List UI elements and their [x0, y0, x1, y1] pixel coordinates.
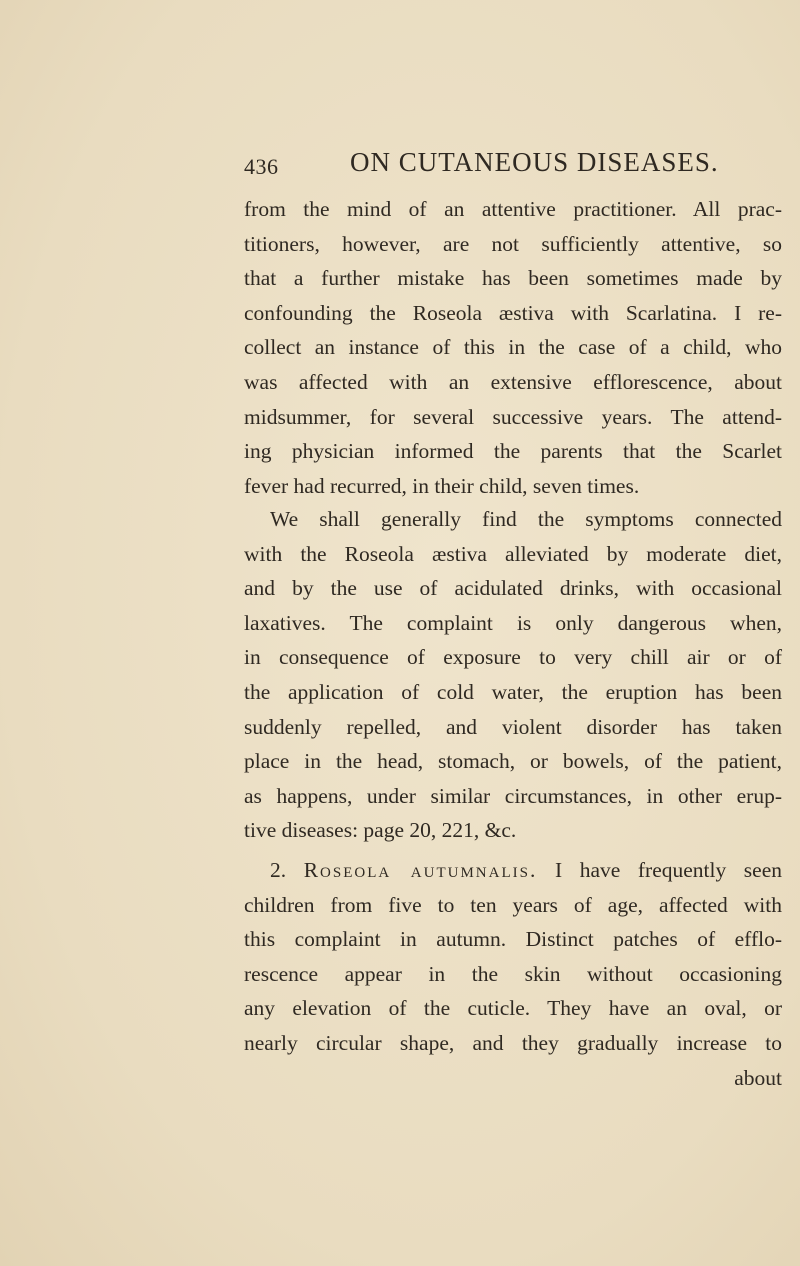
text-line: rescence appear in the skin without occasioning — [244, 961, 782, 986]
running-head: ON CUTANEOUS DISEASES. — [350, 147, 719, 177]
text-line: We shall generally find the symptoms connected — [270, 507, 782, 531]
text-line: with the Roseola æstiva alleviated by moderate diet, — [244, 541, 782, 566]
page-header — [244, 147, 764, 181]
text-line: children from five to ten years of age, affected with — [244, 892, 782, 917]
text-line: midsummer, for several successive years. The attend- — [244, 404, 782, 429]
text-line: that a further mistake has been sometimes made by — [244, 266, 782, 291]
text-line: and by the use of acidulated drinks, with occasional — [244, 576, 782, 601]
text-line: nearly circular shape, and they gradually increase to — [244, 1030, 782, 1055]
text-line: titioners, however, are not sufficiently attentive, so — [244, 231, 782, 256]
text-line: any elevation of the cuticle. They have an oval, or — [244, 996, 782, 1021]
text-line: place in the head, stomach, or bowels, of the patient, — [244, 749, 782, 774]
text-line: fever had recurred, in their child, seven times. — [244, 473, 640, 498]
text-line: was affected with an extensive efflorescence, about — [244, 369, 782, 394]
section-heading-line — [244, 853, 782, 888]
section-number: 2. — [270, 858, 287, 882]
text-line: confounding the Roseola æstiva with Scarlatina. I re- — [244, 300, 782, 325]
text-line: suddenly repelled, and violent disorder has taken — [244, 714, 782, 739]
text-line: collect an instance of this in the case of a child, who — [244, 335, 782, 360]
page-number: 436 — [244, 154, 279, 179]
text-line: the application of cold water, the eruption has been — [244, 679, 782, 704]
catchword: about — [734, 1065, 782, 1090]
text-line: laxatives. The complaint is only dangerous when, — [244, 610, 782, 635]
section-heading: Roseola autumnalis. — [303, 858, 538, 882]
text-line-rest: I have frequently seen — [554, 858, 783, 882]
text-line: as happens, under similar circumstances, in other erup- — [244, 783, 782, 808]
text-line: tive diseases: page 20, 221, &c. — [244, 818, 517, 843]
paragraph-2 — [244, 502, 782, 848]
paragraph-1 — [244, 192, 782, 503]
text-line: from the mind of an attentive practitioner. All prac- — [244, 197, 782, 221]
text-line: in consequence of exposure to very chill air or of — [244, 645, 782, 670]
text-line: this complaint in autumn. Distinct patches of efflo- — [244, 927, 782, 952]
paragraph-3 — [244, 853, 782, 1095]
text-line: ing physician informed the parents that the Scarlet — [244, 439, 782, 464]
